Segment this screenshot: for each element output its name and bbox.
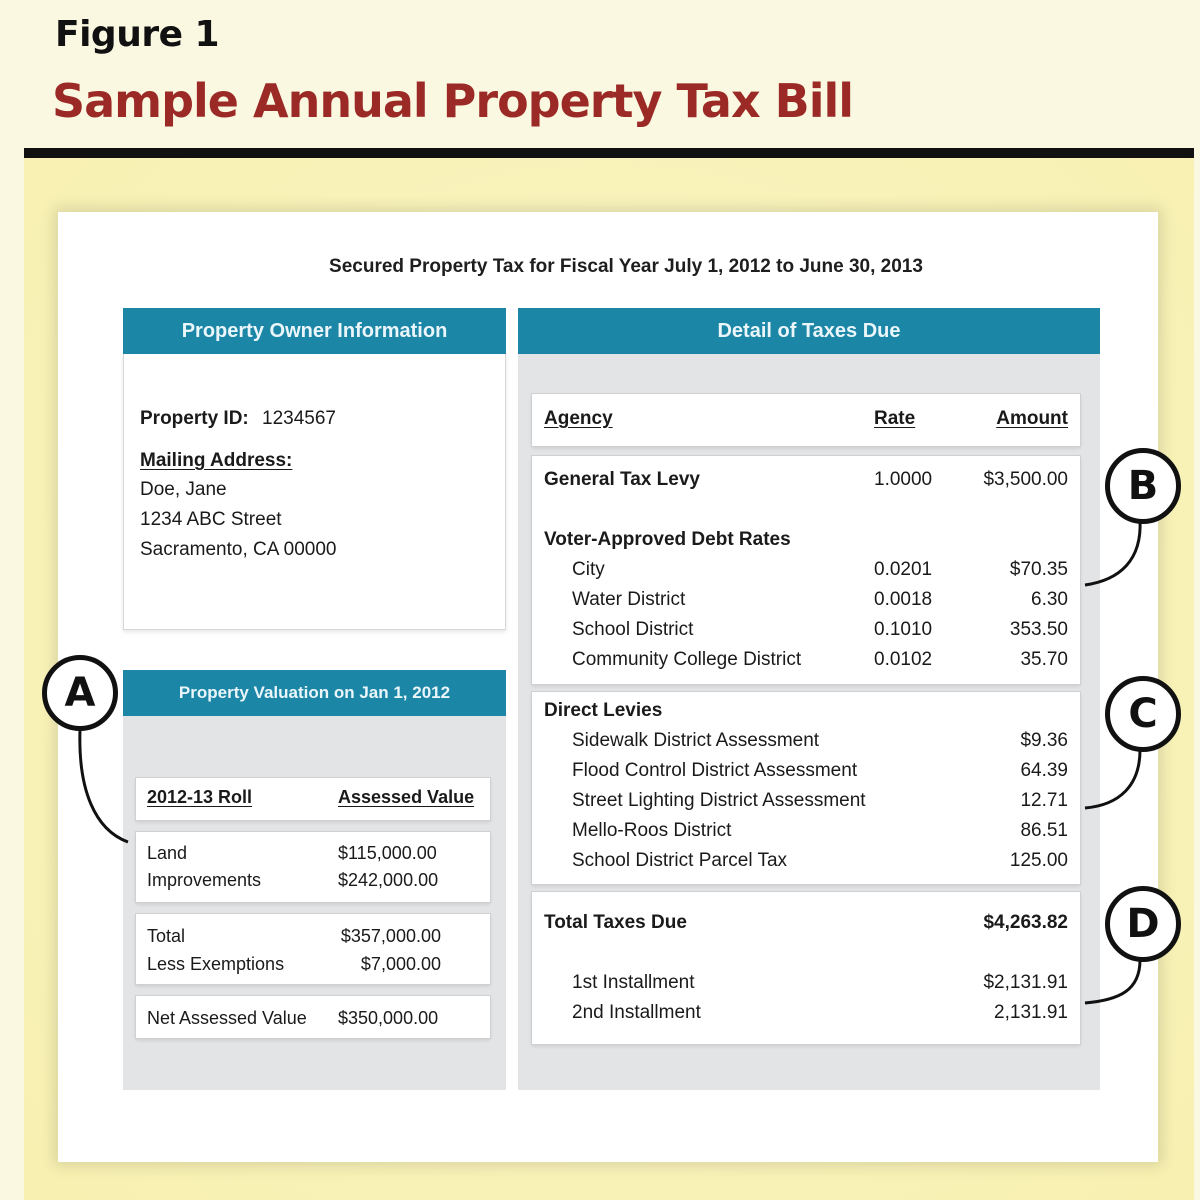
taxes-due-header: Detail of Taxes Due xyxy=(518,308,1100,354)
voter-row-agency: Community College District xyxy=(572,649,802,670)
net-assessed-value: $350,000.00 xyxy=(338,1008,439,1028)
figure-label: Figure 1 xyxy=(55,14,220,55)
voter-row-amount: 6.30 xyxy=(1031,589,1068,610)
direct-row-amount: $9.36 xyxy=(1020,730,1068,751)
agency-column-header: Agency xyxy=(544,408,613,429)
exemptions-value: $7,000.00 xyxy=(360,954,441,974)
bill-heading: Secured Property Tax for Fiscal Year July 1, 2012 to June 30, 2013 xyxy=(329,256,923,277)
direct-row-amount: 125.00 xyxy=(1009,850,1068,871)
direct-row-amount: 12.71 xyxy=(1020,790,1068,811)
voter-row-rate: 0.0102 xyxy=(874,649,933,670)
amount-column-header: Amount xyxy=(996,408,1068,429)
voter-row-agency: School District xyxy=(572,619,694,640)
voter-row-rate: 0.0018 xyxy=(874,589,933,610)
exemptions-label: Less Exemptions xyxy=(147,954,285,974)
direct-row-agency: Sidewalk District Assessment xyxy=(572,730,820,751)
total-taxes-label: Total Taxes Due xyxy=(544,912,687,933)
direct-row-agency: Flood Control District Assessment xyxy=(572,760,858,781)
callout-b: B xyxy=(1105,448,1181,524)
callout-a-line xyxy=(80,730,128,842)
direct-row-agency: Mello-Roos District xyxy=(572,820,732,841)
voter-row-agency: City xyxy=(572,559,605,580)
callout-c: C xyxy=(1105,676,1181,752)
second-installment-amount: 2,131.91 xyxy=(994,1002,1068,1023)
callout-a: A xyxy=(42,655,118,731)
improvements-label: Improvements xyxy=(147,870,262,890)
voter-row-agency: Water District xyxy=(572,589,686,610)
voter-row-amount: 35.70 xyxy=(1020,649,1068,670)
mailing-address-label: Mailing Address: xyxy=(140,450,293,471)
owner-info-header: Property Owner Information xyxy=(123,308,506,354)
general-levy-rate: 1.0000 xyxy=(874,469,933,490)
direct-row-amount: 86.51 xyxy=(1020,820,1068,841)
voter-approved-label: Voter-Approved Debt Rates xyxy=(544,529,791,550)
property-id-value: 1234567 xyxy=(262,408,336,429)
second-installment-label: 2nd Installment xyxy=(572,1002,701,1023)
rate-column-header: Rate xyxy=(874,408,916,429)
total-taxes-amount: $4,263.82 xyxy=(983,912,1068,933)
direct-row-amount: 64.39 xyxy=(1020,760,1068,781)
callout-d: D xyxy=(1105,886,1181,962)
voter-row-amount: 353.50 xyxy=(1009,619,1068,640)
callout-d-line xyxy=(1085,960,1140,1003)
valuation-header: Property Valuation on Jan 1, 2012 xyxy=(123,670,506,716)
callout-b-line xyxy=(1085,520,1140,585)
direct-levies-label: Direct Levies xyxy=(544,700,663,721)
general-levy-label: General Tax Levy xyxy=(544,469,700,490)
roll-column-header: 2012-13 Roll xyxy=(147,787,253,807)
first-installment-label: 1st Installment xyxy=(572,972,695,993)
voter-row-amount: $70.35 xyxy=(1009,559,1068,580)
callout-c-line xyxy=(1085,750,1140,808)
land-label: Land xyxy=(147,843,188,863)
voter-row-rate: 0.0201 xyxy=(874,559,933,580)
property-id-label: Property ID: xyxy=(140,408,249,429)
owner-street: 1234 ABC Street xyxy=(140,509,282,530)
owner-name: Doe, Jane xyxy=(140,479,227,500)
voter-row-rate: 0.1010 xyxy=(874,619,933,640)
total-value: $357,000.00 xyxy=(340,926,441,946)
figure-title: Sample Annual Property Tax Bill xyxy=(52,74,854,128)
direct-row-agency: Street Lighting District Assessment xyxy=(572,790,866,811)
improvements-value: $242,000.00 xyxy=(338,870,439,890)
total-label: Total xyxy=(147,926,186,946)
land-value: $115,000.00 xyxy=(338,843,437,863)
owner-city: Sacramento, CA 00000 xyxy=(140,539,337,560)
general-levy-amount: $3,500.00 xyxy=(983,469,1068,490)
first-installment-amount: $2,131.91 xyxy=(983,972,1068,993)
net-assessed-label: Net Assessed Value xyxy=(147,1008,307,1028)
assessed-value-column-header: Assessed Value xyxy=(338,787,475,807)
direct-row-agency: School District Parcel Tax xyxy=(572,850,788,871)
